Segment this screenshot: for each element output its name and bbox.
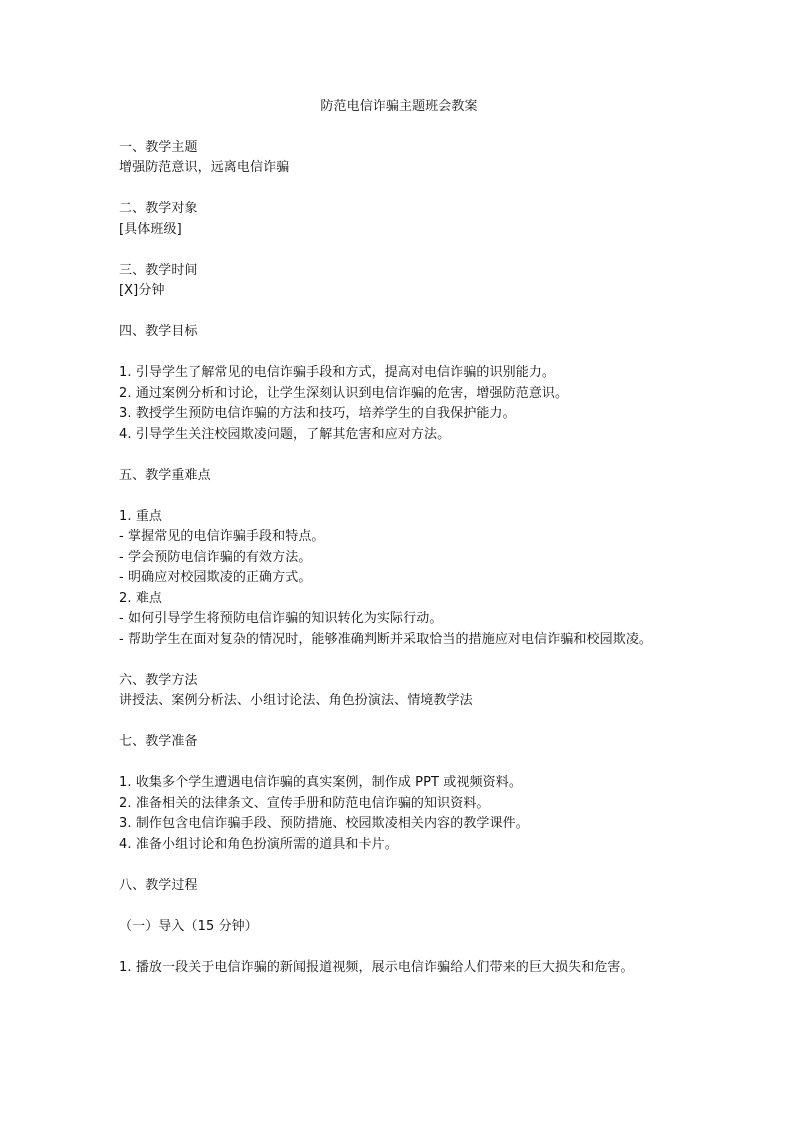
spacer <box>119 855 679 876</box>
spacer <box>119 343 679 364</box>
objective-item: 2. 通过案例分析和讨论，让学生深刻认识到电信诈骗的危害，增强防范意识。 <box>119 385 569 401</box>
spacer <box>119 445 679 466</box>
spacer <box>119 937 679 958</box>
process-item: 1. 播放一段关于电信诈骗的新闻报道视频，展示电信诈骗给人们带来的巨大损失和危害。 <box>119 959 634 975</box>
section-text-audience: [具体班级] <box>119 221 182 237</box>
document-content <box>119 97 679 978</box>
key-points-label: 1. 重点 <box>119 508 163 524</box>
section-text-methods: 讲授法、案例分析法、小组讨论法、角色扮演法、情境教学法 <box>119 693 473 708</box>
difficult-point-item: - 帮助学生在面对复杂的情况时，能够准确判断并采取恰当的措施应对电信诈骗和校园欺凌。 <box>119 631 653 647</box>
spacer <box>119 302 679 323</box>
section-heading-theme: 一、教学主题 <box>119 139 198 155</box>
objective-item: 3. 教授学生预防电信诈骗的方法和技巧，培养学生的自我保护能力。 <box>119 406 516 421</box>
section-heading-methods: 六、教学方法 <box>119 672 198 688</box>
spacer <box>119 486 679 507</box>
section-heading-preparation: 七、教学准备 <box>119 734 198 749</box>
section-text-theme: 增强防范意识，远离电信诈骗 <box>119 160 290 175</box>
spacer <box>119 896 679 917</box>
objective-item: 1. 引导学生了解常见的电信诈骗手段和方式，提高对电信诈骗的识别能力。 <box>119 365 556 380</box>
difficult-point-item: - 如何引导学生将预防电信诈骗的知识转化为实际行动。 <box>119 611 443 626</box>
difficult-points-label: 2. 难点 <box>119 590 163 606</box>
preparation-item: 2. 准备相关的法律条文、宣传手册和防范电信诈骗的知识资料。 <box>119 795 490 811</box>
key-point-item: - 明确应对校园欺凌的正确方式。 <box>119 570 312 585</box>
process-subheading-intro: （一）导入（15 分钟） <box>119 918 258 934</box>
objective-item: 4. 引导学生关注校园欺凌问题，了解其危害和应对方法。 <box>119 426 451 442</box>
key-point-item: - 学会预防电信诈骗的有效方法。 <box>119 549 312 565</box>
section-heading-time: 三、教学时间 <box>119 262 198 278</box>
section-heading-key-points: 五、教学重难点 <box>119 467 211 483</box>
section-heading-process: 八、教学过程 <box>119 877 198 893</box>
spacer <box>119 753 679 774</box>
preparation-item: 4. 准备小组讨论和角色扮演所需的道具和卡片。 <box>119 836 398 852</box>
spacer <box>119 650 679 671</box>
spacer <box>119 179 679 200</box>
spacer <box>119 712 679 733</box>
section-text-time: [X]分钟 <box>119 283 165 298</box>
spacer <box>119 240 679 261</box>
document-title: 防范电信诈骗主题班会教案 <box>320 99 478 114</box>
key-point-item: - 掌握常见的电信诈骗手段和特点。 <box>119 529 325 544</box>
preparation-item: 1. 收集多个学生遭遇电信诈骗的真实案例，制作成 PPT 或视频资料。 <box>119 775 522 790</box>
section-heading-audience: 二、教学对象 <box>119 201 198 216</box>
section-heading-objectives: 四、教学目标 <box>119 324 198 339</box>
preparation-item: 3. 制作包含电信诈骗手段、预防措施、校园欺凌相关内容的教学课件。 <box>119 816 529 831</box>
